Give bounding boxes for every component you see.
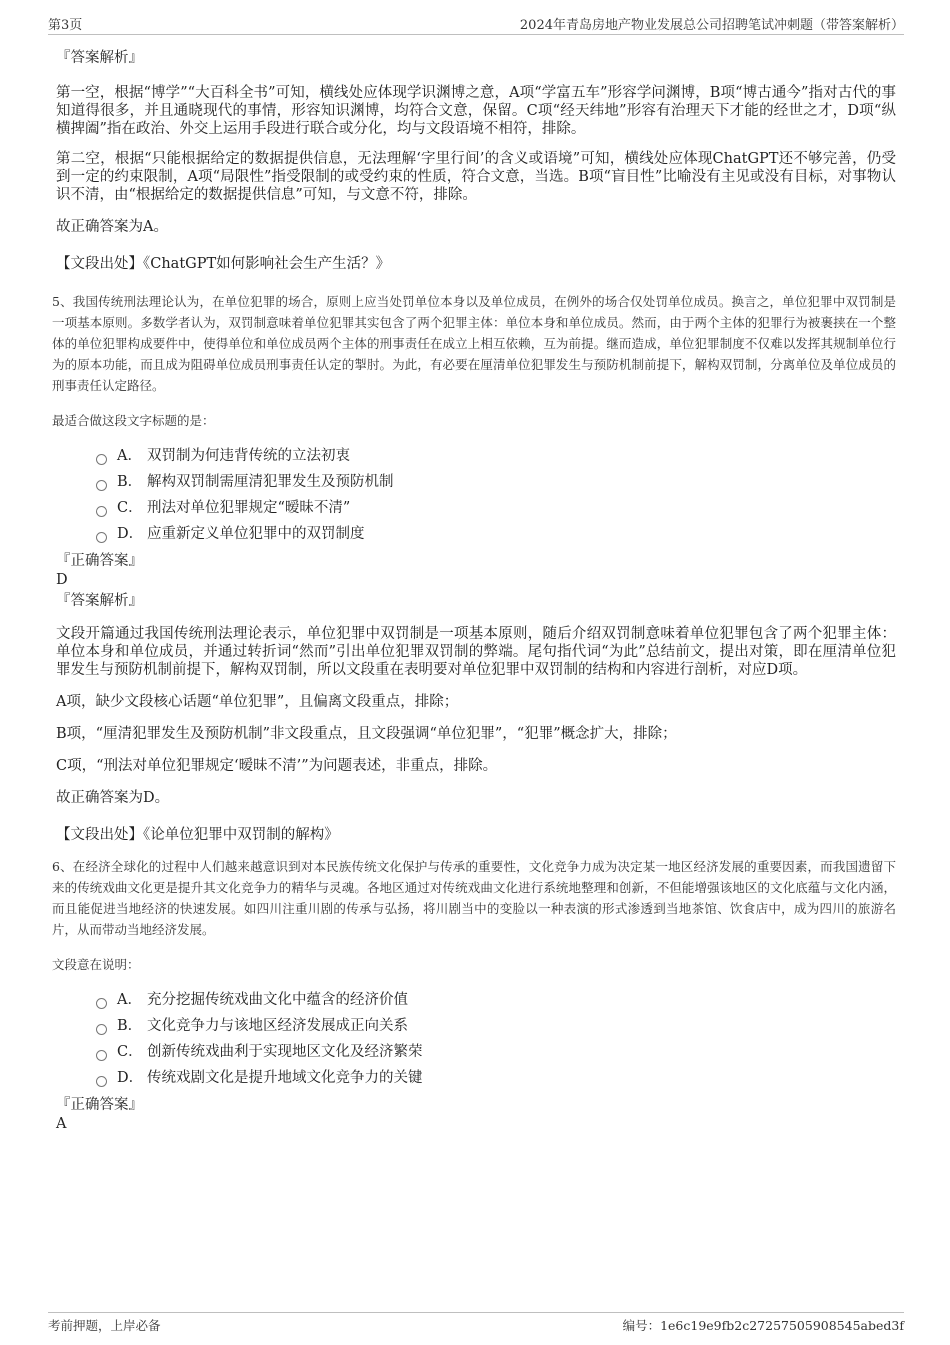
page-header — [48, 12, 904, 35]
correct-answer: A — [56, 1116, 67, 1132]
option-c[interactable]: C． 刑法对单位犯罪规定“暧昧不清” — [96, 495, 896, 521]
analysis-paragraph-1: 文段开篇通过我国传统刑法理论表示，单位犯罪中双罚制是一项基本原则，随后介绍双罚制意味着单位犯罪包含了两个犯罪主体：单位本身和单位成员，并通过转折词“然而”引出单位犯罪双罚制的弊端。尾句指代词“为此”总结前文，提出对策，即在厘清单位犯罪发生与预防机制前提下，解构双罚制，所以文段重在表明要对单位犯罪中双罚制的结构和内容进行剖析，对应D项。 — [56, 626, 896, 678]
radio-icon[interactable] — [96, 506, 107, 517]
source-citation: 【文段出处】《论单位犯罪中双罚制的解构》 — [56, 827, 339, 843]
analysis-label: 『答案解析』 — [56, 593, 143, 609]
source-citation: 【文段出处】《ChatGPT如何影响社会生产生活？》 — [56, 256, 391, 272]
option-a[interactable]: A． 双罚制为何违背传统的立法初衷 — [96, 443, 896, 469]
page-number: 第3页 — [48, 18, 83, 33]
question-6-options — [56, 987, 896, 1091]
radio-icon[interactable] — [96, 1050, 107, 1061]
radio-icon[interactable] — [96, 1024, 107, 1035]
main-content — [52, 44, 896, 1133]
question-5-options — [56, 443, 896, 547]
option-b[interactable]: B． 文化竞争力与该地区经济发展成正向关系 — [96, 1013, 896, 1039]
correct-answer: D — [56, 572, 68, 588]
analysis-paragraph-3: B项，“厘清犯罪发生及预防机制”非文段重点，且文段强调“单位犯罪”，“犯罪”概念扩大，排除； — [56, 726, 677, 742]
page-footer — [48, 1312, 904, 1337]
radio-icon[interactable] — [96, 1076, 107, 1087]
question-6-stem: 6、在经济全球化的过程中人们越来越意识到对本民族传统文化保护与传承的重要性，文化竞争力成为决定某一地区经济发展的重要因素，而我国遗留下来的传统戏曲文化更是提升其文化竞争力的精华与灵魂。各地区通过对传统戏曲文化进行系统地整理和创新，不但能增强该地区的文化底蕴与文化内涵，而且能促进当地经济的快速发展。如四川注重川剧的传承与弘扬，将川剧当中的变脸以一种表演的形式渗透到当地茶馆、饮食店中，成为四川的旅游名片，从而带动当地经济发展。 — [52, 859, 896, 937]
question-5-prompt: 最适合做这段文字标题的是： — [52, 413, 215, 428]
option-c[interactable]: C． 创新传统戏曲利于实现地区文化及经济繁荣 — [96, 1039, 896, 1065]
document-title: 2024年青岛房地产物业发展总公司招聘笔试冲刺题（带答案解析） — [519, 18, 904, 33]
analysis-paragraph-4: C项，“刑法对单位犯罪规定‘暧昧不清’”为问题表述，非重点，排除。 — [56, 758, 498, 774]
question-6-prompt: 文段意在说明： — [52, 957, 140, 972]
option-a[interactable]: A． 充分挖掘传统戏曲文化中蕴含的经济价值 — [96, 987, 896, 1013]
option-d[interactable]: D． 应重新定义单位犯罪中的双罚制度 — [96, 521, 896, 547]
radio-icon[interactable] — [96, 532, 107, 543]
footer-slogan: 考前押题，上岸必备 — [48, 1318, 161, 1333]
correct-answer-label: 『正确答案』 — [56, 1097, 143, 1113]
analysis-paragraph-2: 第二空，根据“只能根据给定的数据提供信息，无法理解‘字里行间’的含义或语境”可知，横线处应体现ChatGPT还不够完善，仍受到一定的约束限制，A项“局限性”指受限制的或受约束的性质，符合文意，当选。B项“盲目性”比喻没有主见或没有目标，对事物认识不清，由“根据给定的数据提供信息”可知，与文意不符，排除。 — [56, 151, 896, 203]
radio-icon[interactable] — [96, 480, 107, 491]
document-id: 编号：1e6c19e9fb2c27257505908545abed3f — [622, 1318, 904, 1333]
analysis-paragraph-1: 第一空，根据“博学”“大百科全书”可知，横线处应体现学识渊博之意，A项“学富五车”形容学问渊博，B项“博古通今”指对古代的事知道得很多，并且通晓现代的事情，形容知识渊博，均符合文意，保留。C项“经天纬地”形容有治理天下才能的经世之才，D项“纵横捭阖”指在政治、外交上运用手段进行联合或分化，均与文段语境不相符，排除。 — [56, 85, 896, 137]
option-b[interactable]: B． 解构双罚制需厘清犯罪发生及预防机制 — [96, 469, 896, 495]
option-d[interactable]: D． 传统戏剧文化是提升地域文化竞争力的关键 — [96, 1065, 896, 1091]
analysis-paragraph-2: A项，缺少文段核心话题“单位犯罪”，且偏离文段重点，排除； — [56, 694, 459, 710]
analysis-conclusion: 故正确答案为A。 — [56, 219, 168, 235]
analysis-conclusion: 故正确答案为D。 — [56, 790, 170, 806]
question-5-stem: 5、我国传统刑法理论认为，在单位犯罪的场合，原则上应当处罚单位本身以及单位成员，在例外的场合仅处罚单位成员。换言之，单位犯罪中双罚制是一项基本原则。多数学者认为，双罚制意味着单位犯罪其实包含了两个犯罪主体：单位本身和单位成员。然而，由于两个主体的犯罪行为被裹挟在一个整体的单位犯罪构成要件中，使得单位和单位成员两个主体的刑事责任在成立上相互依赖，互为前提。继而造成，单位犯罪制度不仅难以发挥其规制单位行为的原本功能，而且成为阻碍单位成员刑事责任认定的掣肘。为此，有必要在厘清单位犯罪发生与预防机制前提下，解构双罚制，分离单位及单位成员的刑事责任认定路径。 — [52, 294, 896, 393]
radio-icon[interactable] — [96, 998, 107, 1009]
analysis-label: 『答案解析』 — [56, 50, 143, 66]
radio-icon[interactable] — [96, 454, 107, 465]
correct-answer-label: 『正确答案』 — [56, 553, 143, 569]
